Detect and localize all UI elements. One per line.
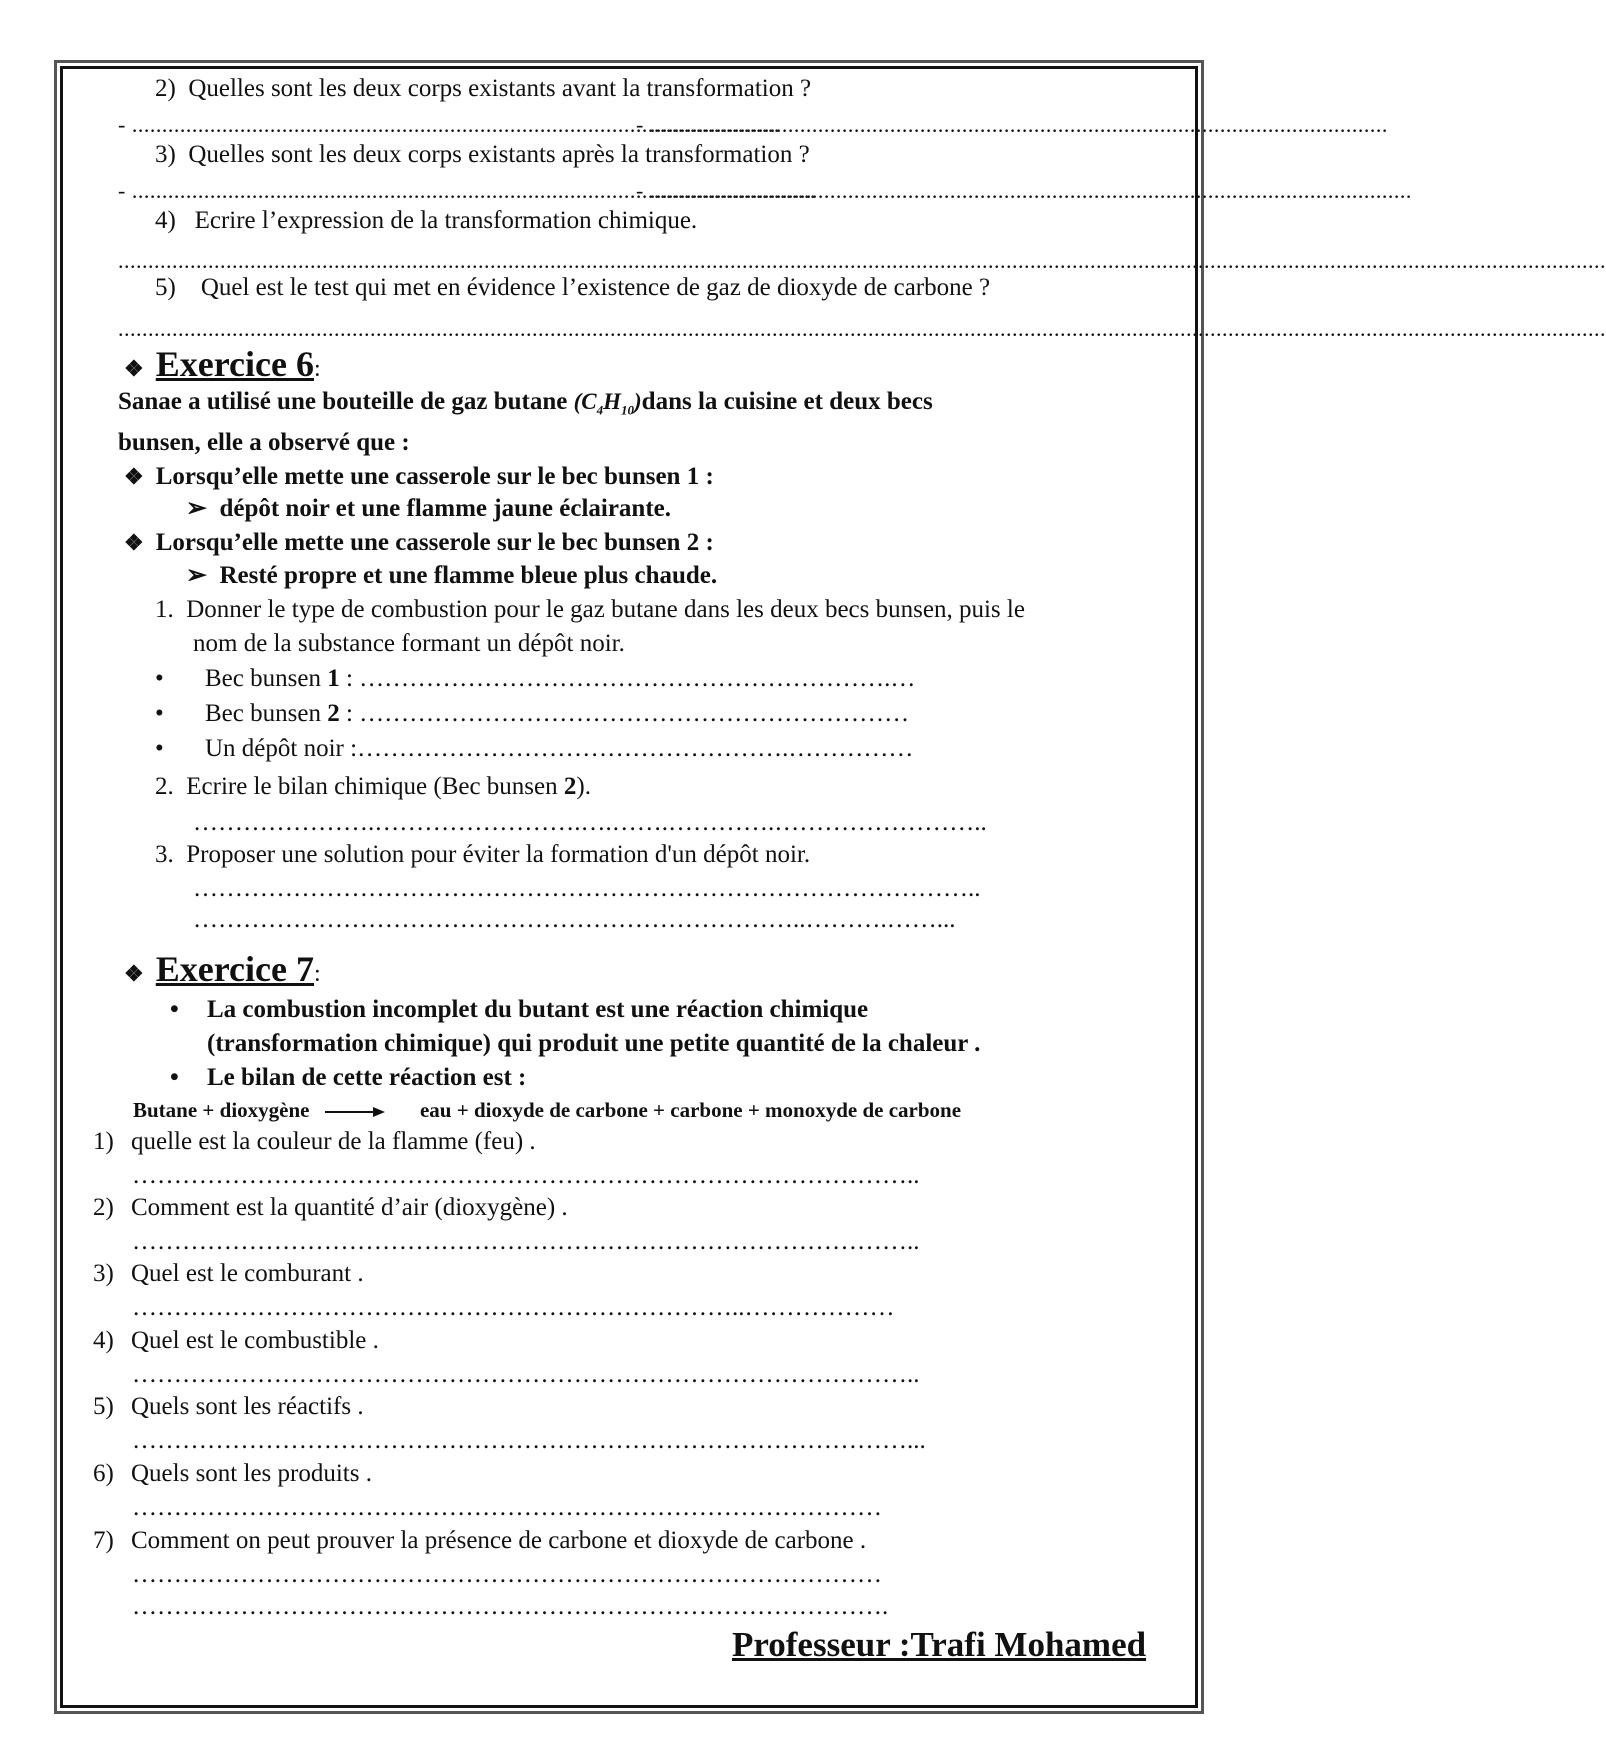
ex7-question: [93, 1259, 364, 1289]
reaction-arrow-icon: [325, 1106, 385, 1118]
question-text: Quel est le comburant .: [131, 1260, 364, 1287]
answer-line[interactable]: ........................................................................................................................................................................................................................................................: [118, 316, 1606, 341]
exercise-6-intro-2: bunsen, elle a observé que :: [118, 429, 410, 456]
question-3: [155, 140, 810, 170]
ex7-question: [93, 1326, 379, 1356]
question-number: 4): [155, 207, 176, 234]
observation-2: ❖ Lorsqu’elle mette une casserole sur le bec bunsen 2 :: [124, 529, 714, 556]
bullet-dot-icon: •: [155, 700, 164, 727]
ex6-bullet-1: • Bec bunsen 1 : ……………………………………………………….…: [155, 665, 916, 692]
diamond-bullet-icon: ❖: [124, 464, 144, 489]
diamond-bullet-icon: ❖: [124, 356, 144, 381]
answer-line[interactable]: …………………………………………………………: [359, 700, 910, 727]
question-4: [155, 206, 697, 236]
answer-line[interactable]: - ...............................................................................................................................: [636, 178, 1412, 203]
question-text: Ecrire l’expression de la transformation chimique.: [194, 207, 698, 234]
question-number: 2): [155, 75, 176, 102]
butane-formula: $(C_4H_{10})$: [573, 389, 642, 418]
ex7-point-1: • La combustion incomplet du butant est une réaction chimique: [170, 996, 869, 1023]
answer-line[interactable]: ………………….…………………….….…….………….……………………..: [193, 809, 987, 836]
bullet-dot-icon: •: [170, 1064, 179, 1091]
question-text: Comment est la quantité d’air (dioxygène) .: [131, 1194, 568, 1221]
diamond-bullet-icon: ❖: [124, 961, 144, 986]
question-number: 5): [93, 1393, 114, 1420]
ex7-question: [93, 1193, 568, 1223]
bullet-dot-icon: •: [155, 735, 164, 762]
question-text: Quels sont les réactifs .: [131, 1393, 364, 1420]
question-number: 2): [93, 1194, 114, 1221]
arrow-bullet-icon: ➢: [186, 562, 220, 589]
question-number: 6): [93, 1460, 114, 1487]
ex7-question: [93, 1526, 866, 1556]
answer-line[interactable]: ………………………………………………………………………………: [132, 1561, 882, 1588]
ex6-question-1: 1. Donner le type de combustion pour le gaz butane dans les deux becs bunsen, puis le: [155, 596, 1025, 623]
answer-line[interactable]: - ............................................................................................................: [118, 112, 780, 137]
answer-line[interactable]: ........................................................................................................................................................................................................................................................: [118, 248, 1606, 273]
answer-line[interactable]: …………………………………………………………………………………..: [193, 875, 981, 902]
reaction-equation: [133, 1098, 961, 1122]
answer-line[interactable]: …………………………………………………………………………………..: [132, 1162, 920, 1189]
question-text: Quelles sont les deux corps existants après la transformation ?: [188, 141, 810, 168]
ex6-question-2: 2. Ecrire le bilan chimique (Bec bunsen 2).: [155, 773, 591, 800]
question-2: [155, 74, 811, 104]
question-text: quelle est la couleur de la flamme (feu) .: [131, 1128, 536, 1155]
answer-line[interactable]: …………………………………………………………………………………..: [132, 1361, 920, 1388]
question-text: Quels sont les produits .: [131, 1460, 372, 1487]
answer-line[interactable]: ……………………………………………………………………………….: [132, 1593, 889, 1620]
observation-1-detail: ➢ dépôt noir et une flamme jaune éclairante.: [186, 495, 672, 522]
answer-line[interactable]: ……………………………………………………….…: [359, 665, 916, 692]
answer-line[interactable]: - ..................................................................................................................: [118, 178, 816, 203]
ex7-question: [93, 1459, 372, 1489]
answer-line[interactable]: ………………………………………………………………..………………: [132, 1294, 895, 1321]
question-5: [155, 273, 990, 303]
ex6-bullet-2: • Bec bunsen 2 : …………………………………………………………: [155, 700, 910, 727]
question-number: 4): [93, 1327, 114, 1354]
equation-products: eau + dioxyde de carbone + carbone + monoxyde de carbone: [419, 1098, 962, 1122]
professor-signature: Professeur :Trafi Mohamed: [732, 1625, 1147, 1664]
answer-line[interactable]: …………………………………………………………………………………..: [132, 1228, 920, 1255]
ex7-question: [93, 1127, 536, 1157]
question-text: Quelles sont les deux corps existants avant la transformation ?: [188, 75, 812, 102]
ex7-point-2: • Le bilan de cette réaction est :: [170, 1064, 527, 1091]
answer-line[interactable]: …………………………………………….……………: [357, 735, 914, 762]
question-text: Quel est le test qui met en évidence l’existence de gaz de dioxyde de carbone ?: [200, 274, 991, 301]
ex6-bullet-3: • Un dépôt noir :…………………………………………….……………: [155, 735, 914, 762]
observation-2-detail: ➢ Resté propre et une flamme bleue plus chaude.: [186, 562, 718, 589]
bullet-dot-icon: •: [170, 996, 179, 1023]
bullet-dot-icon: •: [155, 665, 164, 692]
equation-reactants: Butane + dioxygène: [133, 1098, 310, 1122]
ex7-question: [93, 1392, 364, 1422]
question-number: 3): [155, 141, 176, 168]
question-number: 1): [93, 1128, 114, 1155]
ex6-question-1-cont: nom de la substance formant un dépôt noir.: [193, 630, 625, 657]
exercise-6-intro: Sanae a utilisé une bouteille de gaz butane $(C_4H_{10})dans$ la cuisine et deux becs: [118, 388, 933, 418]
question-number: 5): [155, 274, 176, 301]
question-text: Quel est le combustible .: [131, 1327, 379, 1354]
diamond-bullet-icon: ❖: [124, 530, 144, 555]
question-number: 3): [93, 1260, 114, 1287]
arrow-bullet-icon: ➢: [186, 495, 220, 522]
exercise-7-title: ❖ Exercice 7:: [124, 949, 321, 989]
answer-line[interactable]: ………………………………………………………………..……….……...: [193, 906, 956, 933]
answer-line[interactable]: …………………………………………………………………………………...: [132, 1427, 926, 1454]
observation-1: ❖ Lorsqu’elle mette une casserole sur le bec bunsen 1 :: [124, 463, 714, 490]
answer-line[interactable]: ………………………………………………………………………………: [132, 1494, 882, 1521]
exercise-6-title: ❖ Exercice 6:: [124, 344, 321, 384]
question-text: Comment on peut prouver la présence de carbone et dioxyde de carbone .: [131, 1527, 867, 1554]
ex7-point-1-cont: (transformation chimique) qui produit une petite quantité de la chaleur .: [207, 1030, 981, 1057]
answer-line[interactable]: - ...........................................................................................................................: [636, 112, 1388, 137]
question-number: 7): [93, 1527, 114, 1554]
ex6-question-3: 3. Proposer une solution pour éviter la formation d'un dépôt noir.: [155, 841, 811, 868]
